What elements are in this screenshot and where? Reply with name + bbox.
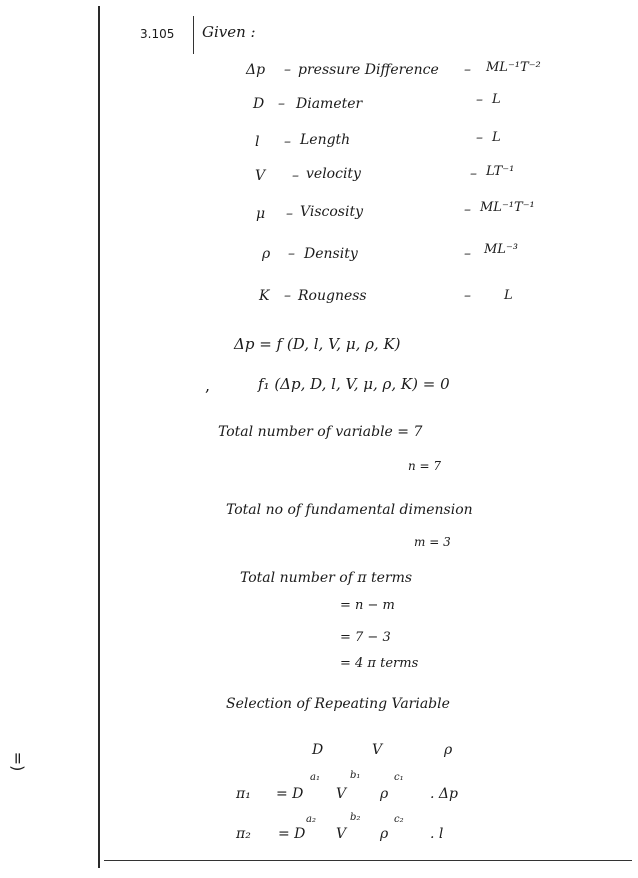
pi1-exponent-c: c₁ [394, 772, 404, 783]
pi1-v: V [336, 786, 347, 802]
variable-dimension: L [504, 288, 513, 303]
function-equation: Δp = f (D, l, V, μ, ρ, K) [234, 335, 401, 353]
margin-line [98, 6, 100, 868]
variable-name: pressure Difference [298, 62, 439, 78]
variable-name: Density [304, 246, 358, 262]
margin-scribble: =) [8, 751, 28, 772]
pi2-tail: . l [430, 826, 444, 842]
variable-dash: – [278, 96, 285, 112]
variable-dash: – [476, 92, 483, 108]
total-pi-text: Total number of π terms [240, 570, 413, 586]
pi2-lhs: π₂ [236, 826, 251, 842]
variable-dash: – [286, 206, 293, 222]
pi2-exponent-b: b₂ [350, 812, 361, 823]
bottom-rule [104, 860, 632, 861]
pi-step-1: = n − m [340, 598, 395, 613]
variable-dash: – [284, 288, 291, 304]
total-fundamental-text: Total no of fundamental dimension [226, 502, 473, 518]
variable-symbol: l [255, 134, 260, 150]
variable-dash: – [288, 246, 295, 262]
variable-dimension: ML⁻¹T⁻² [486, 60, 541, 75]
variable-name: Rougness [298, 288, 367, 304]
variable-symbol: ρ [262, 246, 271, 262]
variable-name: Viscosity [300, 204, 363, 220]
variable-dash: – [470, 166, 477, 182]
variable-dash: – [284, 62, 291, 78]
variable-dash: – [464, 62, 471, 78]
variable-name: velocity [306, 166, 361, 182]
pi1-exponent-b: b₁ [350, 770, 361, 781]
variable-symbol: D [253, 96, 265, 112]
pi1-lhs: π₁ [236, 786, 251, 802]
variable-dimension: L [492, 92, 501, 107]
pi-step-3: = 4 π terms [340, 656, 419, 671]
pi1-tail: . Δp [430, 786, 458, 802]
given-label: Given : [202, 23, 256, 41]
pi2-equals-d: = D [278, 826, 306, 842]
variable-dimension: ML⁻³ [484, 242, 519, 257]
variable-dash: – [284, 134, 291, 150]
problem-number: 3.105 [140, 27, 175, 41]
repeating-variable: ρ [444, 742, 453, 758]
pi1-equals-d: = D [276, 786, 304, 802]
variable-name: Length [300, 132, 351, 148]
pi2-exponent-c: c₂ [394, 814, 404, 825]
variable-dash: – [476, 130, 483, 146]
repeating-variable: V [372, 742, 383, 758]
repeating-variable-heading: Selection of Repeating Variable [226, 696, 450, 712]
pi1-rho: ρ [380, 786, 389, 802]
m-equation: m = 3 [414, 535, 451, 549]
variable-symbol: μ [256, 206, 266, 222]
variable-name: Diameter [296, 96, 363, 112]
variable-dash: – [292, 168, 299, 184]
variable-dimension: ML⁻¹T⁻¹ [480, 200, 535, 215]
comma-mark: , [205, 376, 211, 395]
variable-dash: – [464, 202, 471, 218]
variable-symbol: K [259, 288, 270, 304]
function-equation-2: f₁ (Δp, D, l, V, μ, ρ, K) = 0 [258, 375, 450, 393]
problem-divider [193, 16, 194, 54]
total-variables-text: Total number of variable = 7 [218, 424, 423, 440]
pi2-exponent-a: a₂ [306, 814, 316, 825]
repeating-variable: D [312, 742, 324, 758]
variable-dimension: LT⁻¹ [486, 164, 515, 179]
variable-symbol: Δp [246, 62, 266, 78]
pi-step-2: = 7 − 3 [340, 630, 391, 645]
pi1-exponent-a: a₁ [310, 772, 320, 783]
variable-dash: – [464, 288, 471, 304]
pi2-v: V [336, 826, 347, 842]
pi2-rho: ρ [380, 826, 389, 842]
variable-symbol: V [255, 168, 266, 184]
variable-dash: – [464, 246, 471, 262]
n-equation: n = 7 [408, 459, 442, 473]
variable-dimension: L [492, 130, 501, 145]
